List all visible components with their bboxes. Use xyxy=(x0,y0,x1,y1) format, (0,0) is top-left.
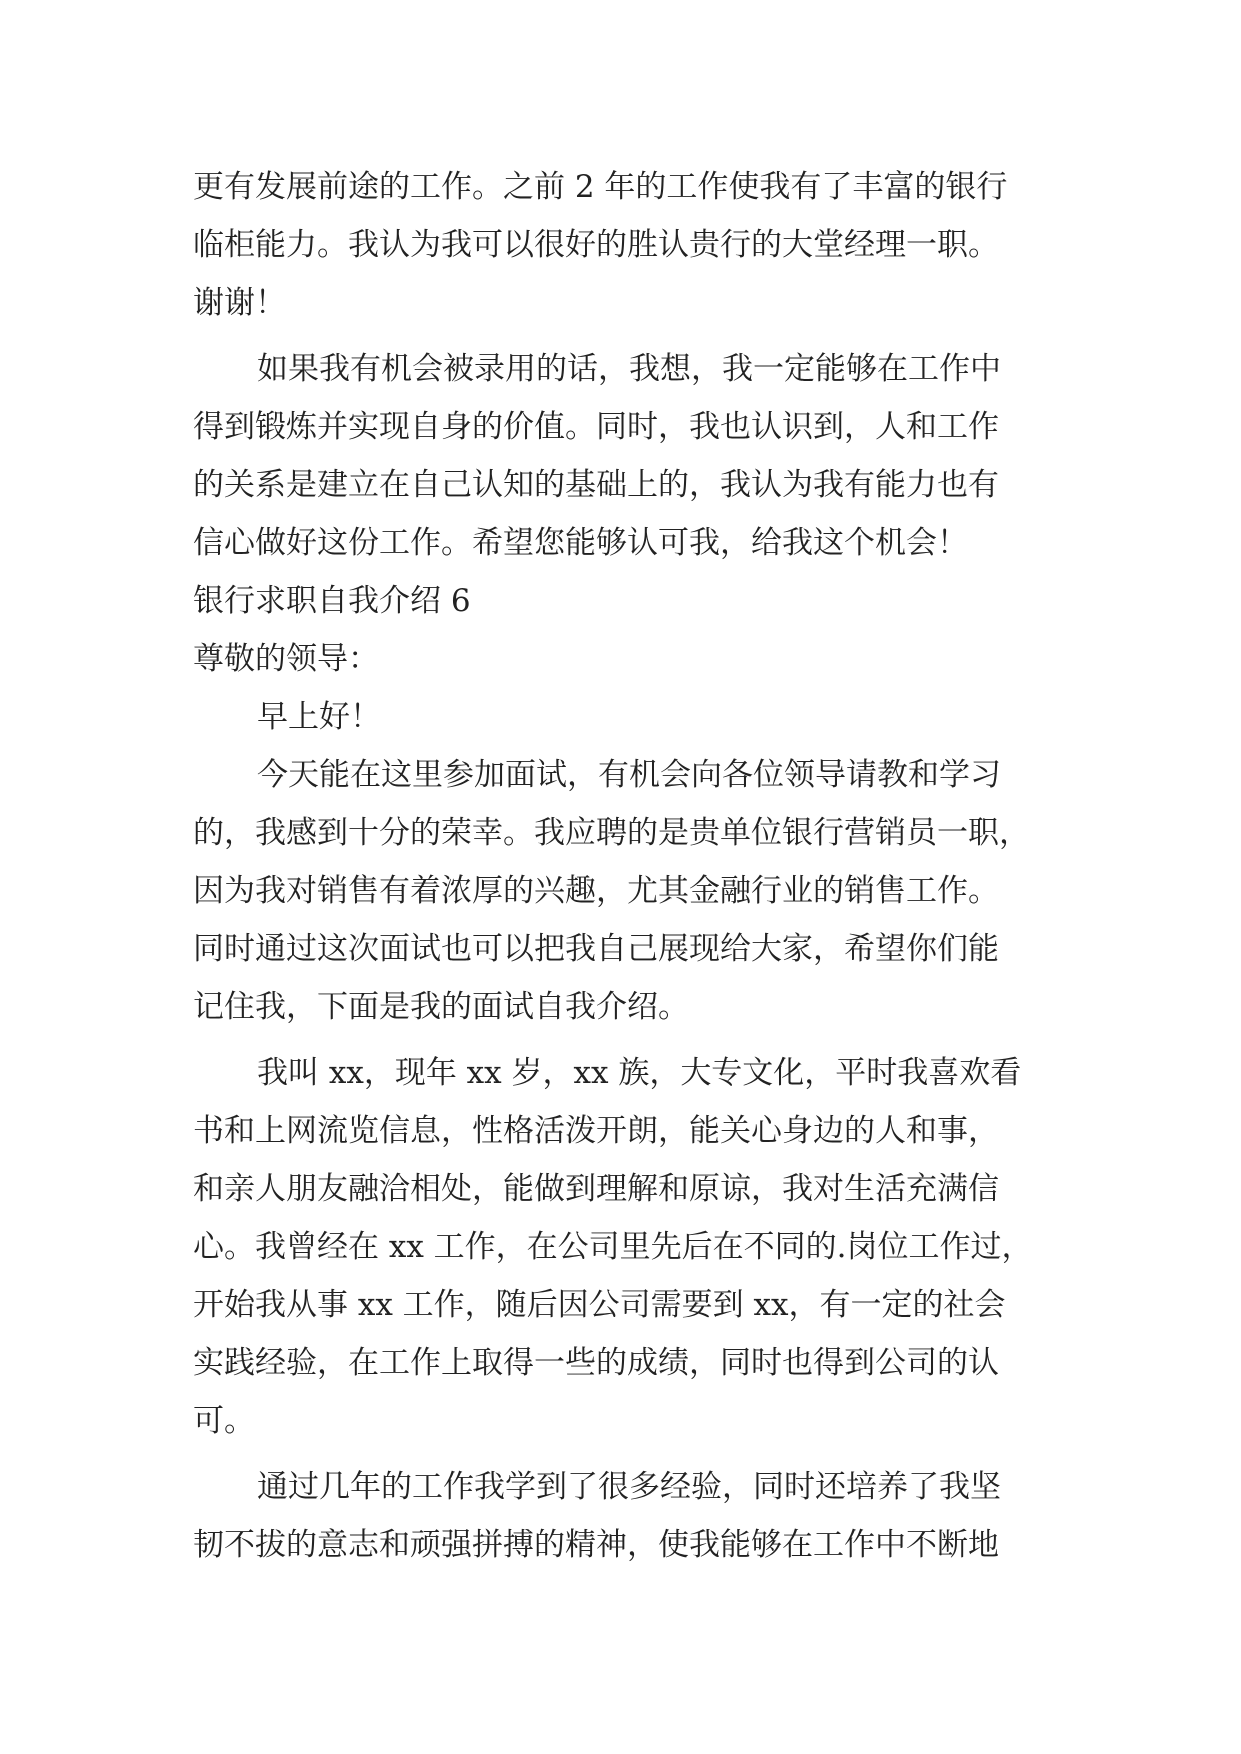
text-line: 心。我曾经在 xx 工作，在公司里先后在不同的.岗位工作过， xyxy=(193,1229,1033,1265)
text-line: 的，我感到十分的荣幸。我应聘的是贵单位银行营销员一职， xyxy=(193,815,1030,851)
text-line: 韧不拔的意志和顽强拼搏的精神，使我能够在工作中不断地 xyxy=(193,1527,999,1563)
text-line: 记住我，下面是我的面试自我介绍。 xyxy=(193,989,689,1025)
paragraph-first-line: 今天能在这里参加面试，有机会向各位领导请教和学习 xyxy=(257,757,1001,793)
text-line: 实践经验，在工作上取得一些的成绩，同时也得到公司的认 xyxy=(193,1345,999,1381)
section-heading: 银行求职自我介绍 6 xyxy=(193,583,471,619)
greeting: 早上好！ xyxy=(257,699,381,735)
document-body xyxy=(193,158,1073,1574)
text-line: 谢谢！ xyxy=(193,285,286,321)
text-line: 开始我从事 xx 工作，随后因公司需要到 xx，有一定的社会 xyxy=(193,1287,1006,1323)
text-line: 得到锻炼并实现自身的价值。同时，我也认识到，人和工作 xyxy=(193,409,999,445)
text-line: 同时通过这次面试也可以把我自己展现给大家，希望你们能 xyxy=(193,931,999,967)
text-line: 书和上网流览信息，性格活泼开朗，能关心身边的人和事， xyxy=(193,1113,999,1149)
paragraph-first-line: 通过几年的工作我学到了很多经验，同时还培养了我坚 xyxy=(257,1469,1001,1505)
text-line: 更有发展前途的工作。之前 2 年的工作使我有了丰富的银行 xyxy=(193,169,1008,205)
salutation: 尊敬的领导： xyxy=(193,641,379,677)
paragraph-first-line: 我叫 xx，现年 xx 岁，xx 族，大专文化，平时我喜欢看 xyxy=(257,1055,1022,1091)
paragraph-first-line: 如果我有机会被录用的话，我想，我一定能够在工作中 xyxy=(257,351,1001,387)
text-line: 的关系是建立在自己认知的基础上的，我认为我有能力也有 xyxy=(193,467,999,503)
text-line: 信心做好这份工作。希望您能够认可我，给我这个机会！ xyxy=(193,525,968,561)
text-line: 因为我对销售有着浓厚的兴趣，尤其金融行业的销售工作。 xyxy=(193,873,999,909)
text-line: 和亲人朋友融洽相处，能做到理解和原谅，我对生活充满信 xyxy=(193,1171,999,1207)
text-line: 可。 xyxy=(193,1403,255,1439)
text-line: 临柜能力。我认为我可以很好的胜认贵行的大堂经理一职。 xyxy=(193,227,999,263)
